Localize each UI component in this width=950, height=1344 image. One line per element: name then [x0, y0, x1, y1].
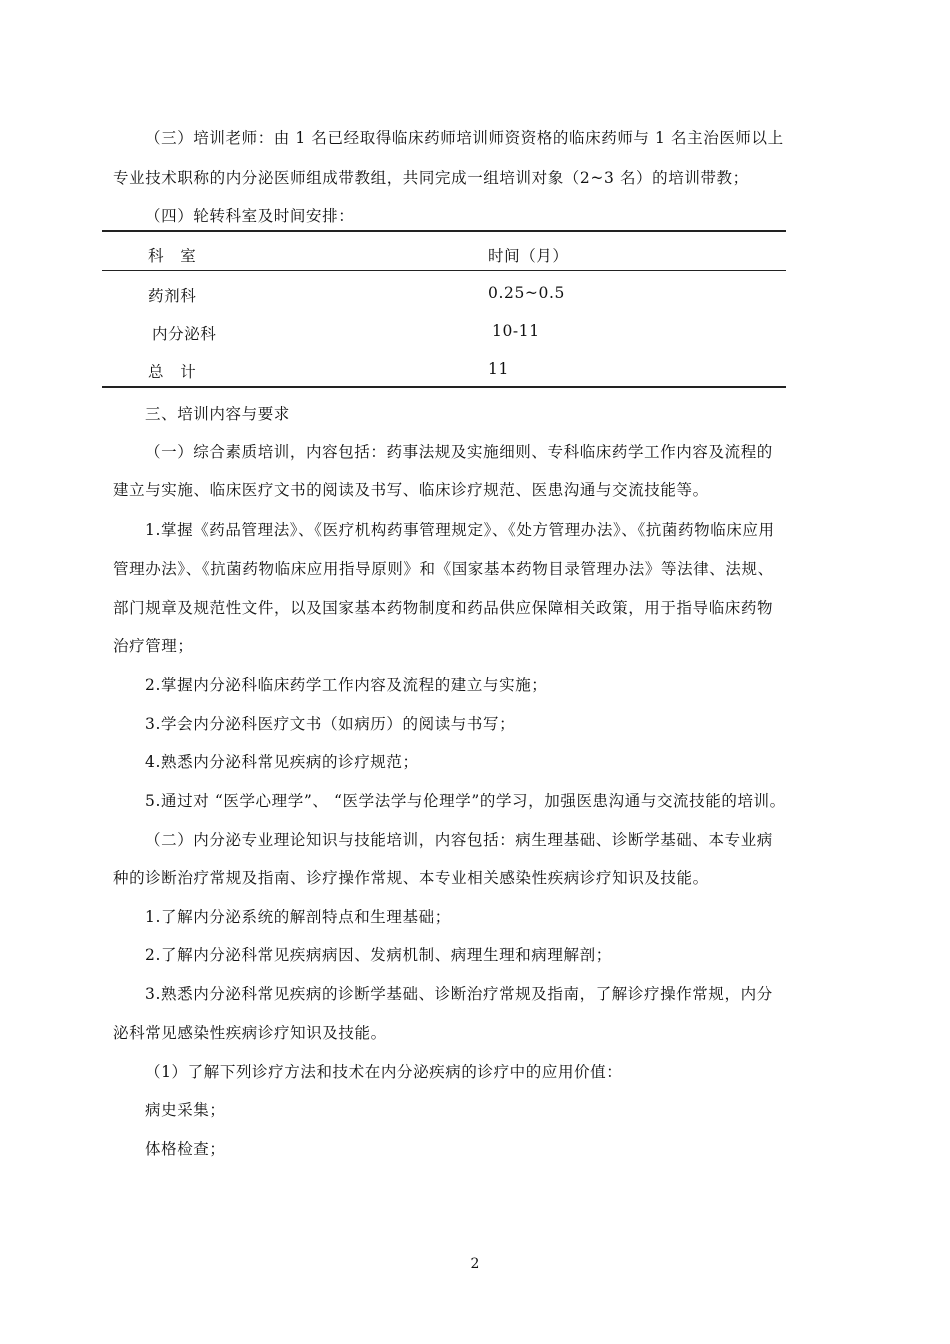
sub-item-history: 病史采集； — [145, 1101, 226, 1119]
sub-item-1: （1）了解下列诊疗方法和技术在内分泌疾病的诊疗中的应用价值： — [145, 1063, 623, 1081]
list-item-1-line4: 治疗管理； — [113, 637, 194, 655]
table-bottom-rule — [102, 386, 786, 388]
table-cell-time: 11 — [488, 360, 509, 378]
paragraph-trainers-line2: 专业技术职称的内分泌医师组成带教组，共同完成一组培训对象（2~3 名）的培训带教； — [113, 169, 749, 187]
table-cell-time: 0.25~0.5 — [488, 284, 565, 302]
page-number: 2 — [470, 1256, 480, 1272]
table-top-rule — [102, 230, 786, 232]
table-header-dept: 科 室 — [148, 247, 197, 265]
list-item-1-line1: 1.掌握《药品管理法》、《医疗机构药事管理规定》、《处方管理办法》、《抗菌药物临床应用 — [145, 521, 775, 539]
paragraph-theory-line2: 种的诊断治疗常规及指南、诊疗操作常规、本专业相关感染性疾病诊疗知识及技能。 — [113, 869, 709, 887]
paragraph-trainers-line1: （三）培训老师：由 1 名已经取得临床药师培训师资资格的临床药师与 1 名主治医师以上 — [145, 129, 784, 147]
table-header-rule — [102, 270, 786, 271]
theory-item-1: 1.了解内分泌系统的解剖特点和生理基础； — [145, 908, 451, 926]
sub-item-exam: 体格检查； — [145, 1140, 226, 1158]
paragraph-general-line2: 建立与实施、临床医疗文书的阅读及书写、临床诊疗规范、医患沟通与交流技能等。 — [113, 481, 709, 499]
list-item-4: 4.熟悉内分泌科常见疾病的诊疗规范； — [145, 753, 419, 771]
list-item-2: 2.掌握内分泌科临床药学工作内容及流程的建立与实施； — [145, 676, 548, 694]
theory-item-3-line1: 3.熟悉内分泌科常见疾病的诊断学基础、诊断治疗常规及指南，了解诊疗操作常规，内分 — [145, 985, 773, 1003]
section-heading-content: 三、培训内容与要求 — [145, 405, 290, 423]
list-item-5: 5.通过对 “医学心理学”、 “医学法学与伦理学”的学习，加强医患沟通与交流技能的培训。 — [145, 792, 786, 810]
list-item-1-line3: 部门规章及规范性文件，以及国家基本药物制度和药品供应保障相关政策，用于指导临床药物 — [113, 599, 774, 617]
list-item-3: 3.学会内分泌科医疗文书（如病历）的阅读与书写； — [145, 715, 516, 733]
paragraph-general-line1: （一）综合素质培训，内容包括：药事法规及实施细则、专科临床药学工作内容及流程的 — [145, 443, 773, 461]
list-item-1-line2: 管理办法》、《抗菌药物临床应用指导原则》和《国家基本药物目录管理办法》等法律、法规、 — [113, 560, 774, 578]
theory-item-2: 2.了解内分泌科常见疾病病因、发病机制、病理生理和病理解剖； — [145, 946, 612, 964]
table-cell-dept: 药剂科 — [148, 287, 197, 305]
table-cell-dept: 内分泌科 — [152, 325, 217, 343]
table-cell-dept: 总 计 — [148, 363, 197, 381]
paragraph-rotation-heading: （四）轮转科室及时间安排： — [145, 207, 355, 225]
table-cell-time: 10-11 — [492, 322, 540, 340]
theory-item-3-line2: 泌科常见感染性疾病诊疗知识及技能。 — [113, 1024, 387, 1042]
paragraph-theory-line1: （二）内分泌专业理论知识与技能培训，内容包括：病生理基础、诊断学基础、本专业病 — [145, 831, 773, 849]
table-header-time: 时间（月） — [488, 247, 569, 265]
